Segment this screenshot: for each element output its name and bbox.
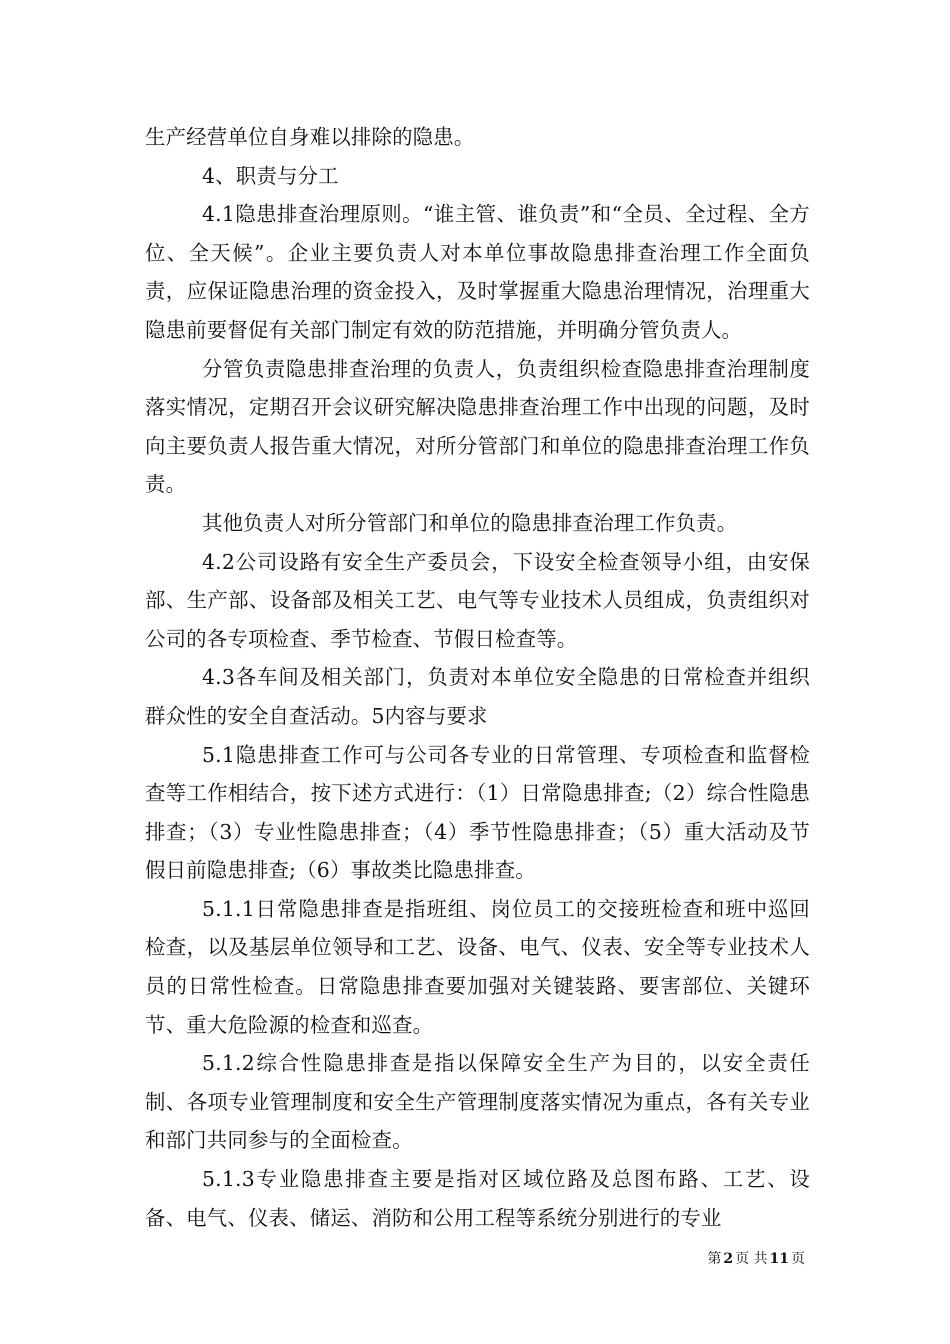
paragraph: 其他负责人对所分管部门和单位的隐患排查治理工作负责。 [202, 510, 738, 535]
paragraph: 5.1.1日常隐患排查是指班组、岗位员工的交接班检查和班中巡回检查，以及基层单位领导和工艺、设备、电气、仪表、安全等专业技术人员的日常性检查。日常隐患排查要加强对关键装路、要害部位、关键环节、重大危险源的检查和巡查。 [145, 896, 810, 1037]
current-page-number: 2 [723, 1251, 734, 1267]
section-heading: 4、职责与分工 [202, 163, 339, 188]
paragraph: 生产经营单位自身难以排除的隐患。 [145, 125, 475, 149]
paragraph: 4.1隐患排查治理原则。“谁主管、谁负责”和“全员、全过程、全方位、全天候”。企业主要负责人对本单位事故隐患排查治理工作全面负责，应保证隐患治理的资金投入，及时掌握重大隐患治理情况，治理重大隐患前要督促有关部门制定有效的防范措施，并明确分管负责人。 [145, 202, 810, 342]
document-body [145, 118, 810, 1237]
paragraph: 5.1隐患排查工作可与公司各专业的日常管理、专项检查和监督检查等工作相结合，按下述方式进行：（1）日常隐患排查;（2）综合性隐患排查；（3）专业性隐患排查；（4）季节性隐患排查；（5）重大活动及节假日前隐患排查;（6）事故类比隐患排查。 [145, 742, 810, 883]
footer-suffix: 页 [791, 1251, 805, 1267]
paragraph: 分管负责隐患排查治理的负责人，负责组织检查隐患排查治理制度落实情况，定期召开会议研究解决隐患排查治理工作中出现的问题，及时向主要负责人报告重大情况，对所分管部门和单位的隐患排查治理工作负责。 [145, 356, 810, 497]
total-pages-number: 11 [769, 1251, 789, 1267]
footer-middle: 页 共 [735, 1251, 768, 1267]
paragraph: 4.2公司设路有安全生产委员会，下设安全检查领导小组，由安保部、生产部、设备部及相关工艺、电气等专业技术人员组成，负责组织对公司的各专项检查、季节检查、节假日检查等。 [145, 549, 810, 651]
paragraph: 5.1.3专业隐患排查主要是指对区域位路及总图布路、工艺、设备、电气、仪表、储运、消防和公用工程等系统分别进行的专业 [145, 1167, 810, 1230]
footer-prefix: 第 [707, 1251, 722, 1267]
paragraph: 5.1.2综合性隐患排查是指以保障安全生产为目的，以安全责任制、各项专业管理制度和安全生产管理制度落实情况为重点，各有关专业和部门共同参与的全面检查。 [145, 1051, 810, 1153]
paragraph: 4.3各车间及相关部门，负责对本单位安全隐患的日常检查并组织群众性的安全自查活动。5内容与要求 [145, 665, 810, 728]
page-number-footer [707, 1248, 805, 1268]
